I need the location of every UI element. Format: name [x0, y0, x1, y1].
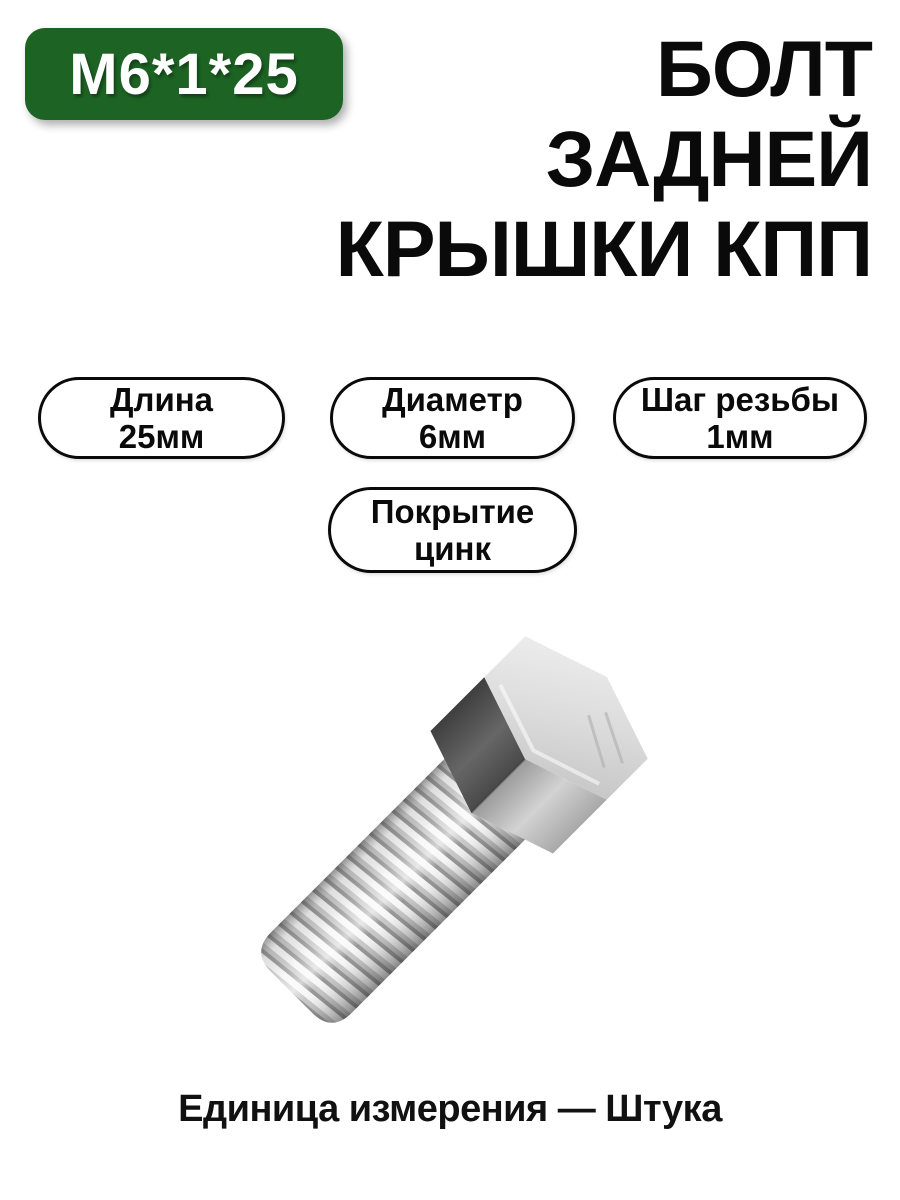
size-badge-label: М6*1*25 [69, 41, 299, 107]
hex-bolt-photo [222, 606, 678, 1062]
product-title-line1: БОЛТ [656, 24, 872, 113]
size-badge [25, 28, 343, 120]
pill-length-name: Длина [109, 381, 214, 418]
pill-diameter-value: 6мм [418, 418, 487, 455]
pill-diameter [330, 377, 575, 459]
pill-diameter-name: Диаметр [382, 381, 523, 418]
pill-thread-pitch-name: Шаг резьбы [640, 381, 840, 418]
pill-length [38, 377, 285, 459]
pill-thread-pitch-value: 1мм [706, 418, 774, 455]
unit-of-measure-text: Единица измерения — Штука [178, 1088, 722, 1130]
pill-coating-name: Покрытие [370, 493, 535, 530]
pill-thread-pitch [613, 377, 867, 459]
product-title-line2: ЗАДНЕЙ [545, 114, 872, 203]
pill-coating [328, 487, 577, 573]
pill-coating-value: цинк [413, 530, 492, 567]
pill-length-value: 25мм [118, 418, 205, 455]
product-title [336, 24, 872, 294]
product-title-line3: КРЫШКИ КПП [335, 204, 872, 293]
